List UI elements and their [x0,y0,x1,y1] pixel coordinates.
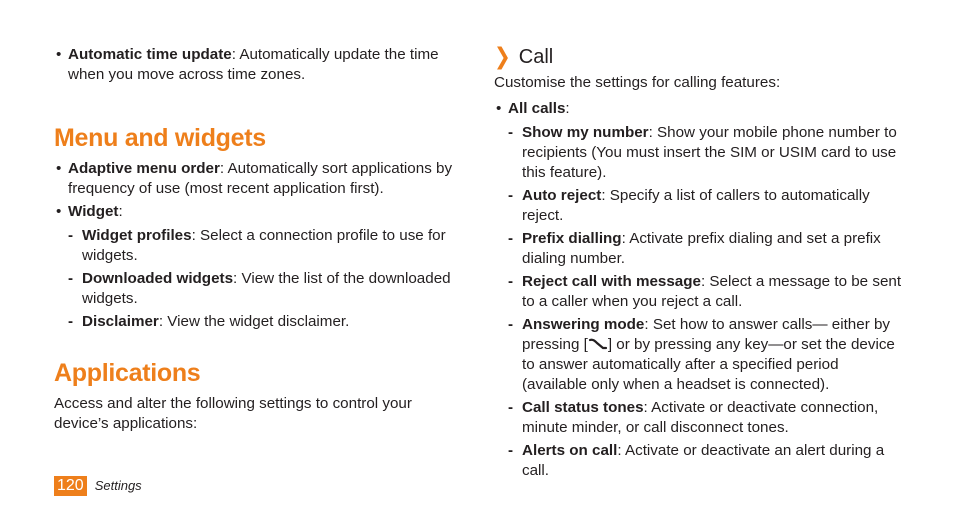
item-term: Prefix dialling [522,230,622,247]
item-text: : Automatically update the time when you move across time zones. [68,46,439,83]
sub-list-item [494,441,904,481]
sub-list-item [494,398,904,438]
item-text: : Select a message to be sent to a caller when you reject a call. [522,273,902,310]
right-column [494,45,904,484]
footer-section-label: Settings [94,478,142,493]
item-text: : Show your mobile phone number to recipients (You must insert the SIM or USIM card to use this feature). [522,124,897,181]
item-text: : [118,203,123,220]
page-number: 120 [54,476,87,496]
item-term: All calls [508,100,566,117]
item-text: : View the list of the downloaded widgets. [82,270,451,307]
page-footer [54,476,142,496]
item-text: : Activate prefix dialing and set a prefix dialing number. [522,230,881,267]
item-text: : Select a connection profile to use for widgets. [82,227,446,264]
section-heading-menu-widgets: Menu and widgets [54,124,266,152]
list-item [54,159,464,199]
item-term: Answering mode [522,316,645,333]
item-term: Automatic time update [68,46,232,63]
sub-list-item [494,272,904,312]
item-term: Widget [68,203,119,220]
item-term: Call status tones [522,399,644,416]
item-text: : Automatically sort applications by frequency of use (most recent application first). [68,160,453,197]
item-term: Auto reject [522,187,602,204]
item-text: : View the widget disclaimer. [158,313,350,330]
section-heading-applications: Applications [54,359,201,387]
applications-intro: Access and alter the following settings to control your device’s applications: [54,395,412,432]
item-text: : [565,100,570,117]
sub-list-item [494,123,904,183]
list-item [54,45,464,85]
item-term: Adaptive menu order [68,160,220,177]
chevron-right-icon: ❯ [494,44,511,70]
call-heading-text: Call [518,46,554,68]
item-term: Alerts on call [522,442,618,459]
sub-list-item [494,315,904,395]
item-text: : Specify a list of callers to automatically reject. [522,187,870,224]
item-text: : Activate or deactivate an alert during a call. [522,442,885,479]
item-term: Reject call with message [522,273,701,290]
left-column [54,45,464,434]
item-term: Widget profiles [82,227,192,244]
item-term: Disclaimer [82,313,159,330]
sub-list-item [54,312,464,332]
item-term: Downloaded widgets [82,270,234,287]
sub-list-item [54,269,464,309]
sub-list-item [54,226,464,266]
phone-answer-key-icon [588,337,608,351]
section-heading-call [494,45,904,69]
item-text: ] or by pressing any key—or set the device to answer automatically after a specified period (available only when a headset is connected). [522,336,895,393]
sub-list-item [494,186,904,226]
list-item [54,202,464,222]
list-item [494,99,904,119]
item-text: : Set how to answer calls— either by pressing [ [522,316,891,353]
call-intro: Customise the settings for calling features: [494,74,781,91]
item-term: Show my number [522,124,649,141]
sub-list-item [494,229,904,269]
item-text: : Activate or deactivate connection, minute minder, or call disconnect tones. [522,399,879,436]
